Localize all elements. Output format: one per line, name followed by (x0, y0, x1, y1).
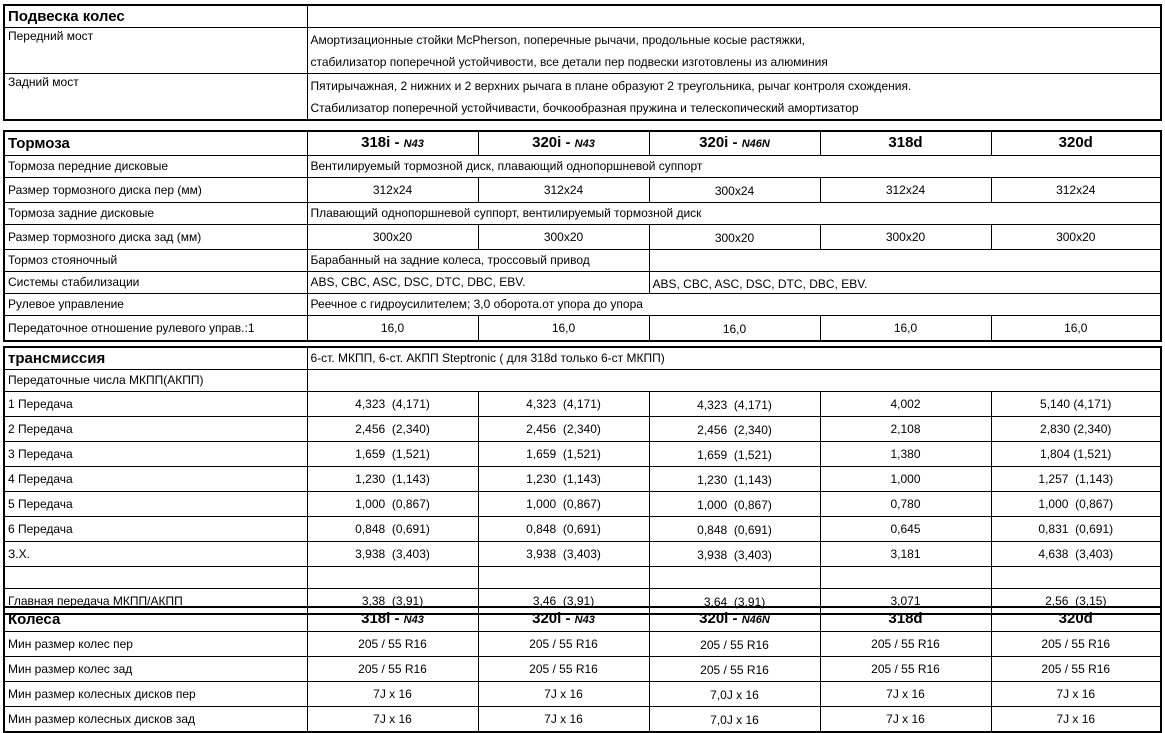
table-row (4, 632, 1161, 657)
value-cell: 205 / 55 R16 (307, 657, 478, 682)
text-line: Пятирычажная, 2 нижних и 2 верхних рычага в плане образуют 2 треугольника, рычаг контроля схождения. (310, 79, 912, 93)
value-cell: 1,000 (0,867) (478, 492, 649, 517)
empty-cell (991, 567, 1161, 589)
value-cell: 7J x 16 (991, 682, 1161, 707)
wheels-table (3, 606, 1162, 733)
text-line: Амортизационные стойки McPherson, поперечные рычачи, продольные косые растяжки, (310, 33, 805, 47)
value-cell: 4,638 (3,403) (991, 542, 1161, 567)
model-header (307, 607, 478, 632)
engine-code: N46N (741, 138, 770, 150)
value-cell: 2,830 (2,340) (991, 417, 1161, 442)
table-row (4, 517, 1161, 542)
suspension-header-row (4, 5, 1161, 28)
model-name: 320i (699, 134, 729, 151)
value-cell: 0,848 (0,691) (307, 517, 478, 542)
row-label: 4 Передача (4, 467, 307, 492)
suspension-table (3, 4, 1162, 121)
model-separator: - (561, 134, 575, 151)
value-cell: 7J x 16 (820, 707, 991, 733)
table-row (4, 74, 1161, 121)
value-cell: 1,000 (0,867) (991, 492, 1161, 517)
table-row (4, 370, 1161, 392)
table-row (4, 392, 1161, 417)
value-cell: 4,002 (820, 392, 991, 417)
row-label: Передаточное отношение рулевого управ.:1 (4, 316, 307, 342)
row-label: Системы стабилизации (4, 272, 307, 294)
table-row (4, 178, 1161, 203)
section-title: Подвеска колес (4, 5, 307, 28)
value-cell: 4,323 (4,171) (307, 392, 478, 417)
value-cell: 1,380 (820, 442, 991, 467)
row-value: Плавающий однопоршневой суппорт, вентилируемый тормозной диск (307, 203, 1161, 225)
row-value (649, 272, 1161, 294)
row-value: ABS, CBC, ASC, DSC, DTC, DBC, EBV. (307, 272, 649, 294)
model-header (307, 131, 478, 156)
model-name: 318i (361, 134, 391, 151)
value-cell: 1,659 (1,521) (307, 442, 478, 467)
value-cell: 1,000 (820, 467, 991, 492)
value-cell: 0,645 (820, 517, 991, 542)
model-name: 318i (361, 610, 391, 627)
model-separator: - (390, 610, 404, 627)
model-name: 320i (532, 610, 562, 627)
table-row (4, 203, 1161, 225)
model-header (478, 607, 649, 632)
row-label: З.Х. (4, 542, 307, 567)
row-label: Размер тормозного диска зад (мм) (4, 225, 307, 250)
row-label: Передаточные числа МКПП(АКПП) (4, 370, 307, 392)
row-label: Тормоза передние дисковые (4, 156, 307, 178)
value-cell: 4,323 (4,171) (478, 392, 649, 417)
row-value: Вентилируемый тормозной диск, плавающий однопоршневой суппорт (307, 156, 1161, 178)
value-cell: 205 / 55 R16 (991, 632, 1161, 657)
model-separator: - (728, 610, 742, 627)
transmission-table (3, 346, 1162, 615)
value-cell: 1,230 (1,143) (307, 467, 478, 492)
brakes-table (3, 130, 1162, 342)
value-cell: 7J x 16 (820, 682, 991, 707)
value-cell: 7J x 16 (307, 707, 478, 733)
table-row (4, 272, 1161, 294)
value-cell: 205 / 55 R16 (649, 657, 820, 682)
value-cell: 3,938 (3,403) (478, 542, 649, 567)
value-cell: 1,230 (1,143) (478, 467, 649, 492)
value-cell: 2,108 (820, 417, 991, 442)
value-cell: 0,780 (820, 492, 991, 517)
section-title: Тормоза (4, 131, 307, 156)
row-label: 2 Передача (4, 417, 307, 442)
value-cell: 2,456 (2,340) (307, 417, 478, 442)
value-cell: 300x20 (820, 225, 991, 250)
wheels-header-row (4, 607, 1161, 632)
brakes-header-row (4, 131, 1161, 156)
table-row (4, 542, 1161, 567)
row-label: Мин размер колесных дисков зад (4, 707, 307, 733)
model-header (991, 607, 1161, 632)
table-row (4, 442, 1161, 467)
table-row (4, 467, 1161, 492)
engine-code: N43 (574, 138, 595, 150)
value-cell: 2,456 (2,340) (649, 417, 820, 442)
table-row (4, 657, 1161, 682)
table-row (4, 417, 1161, 442)
row-value (307, 28, 1161, 74)
value-cell: 1,000 (0,867) (307, 492, 478, 517)
model-separator: - (728, 134, 742, 151)
text-line: стабилизатор поперечной устойчивости, все детали пер подвески изготовлены из алюминия (310, 55, 828, 69)
value-cell: 1,659 (1,521) (649, 442, 820, 467)
empty-cell (307, 567, 478, 589)
table-row (4, 707, 1161, 733)
value-cell: 16,0 (478, 316, 649, 342)
value-cell: 4,323 (4,171) (649, 392, 820, 417)
value-cell: 205 / 55 R16 (478, 632, 649, 657)
row-label: Мин размер колес пер (4, 632, 307, 657)
row-label: Передний мост (4, 28, 307, 74)
table-row (4, 492, 1161, 517)
model-header (649, 607, 820, 632)
section-title: Колеса (4, 607, 307, 632)
empty-row (4, 567, 1161, 589)
model-name: 320d (1058, 134, 1093, 151)
value-cell: 3,38 (3,91) (307, 589, 478, 615)
value-cell: 300x20 (649, 225, 820, 250)
model-header (478, 131, 649, 156)
value-cell: 1,230 (1,143) (649, 467, 820, 492)
value-cell: 3,46 (3,91) (478, 589, 649, 615)
value-cell: 312x24 (307, 178, 478, 203)
empty-cell (649, 250, 1161, 272)
value-cell: 3,181 (820, 542, 991, 567)
row-label: Главная передача МКПП/АКПП (4, 589, 307, 615)
stability-text: ABS, CBC, ASC, DSC, DTC, DBC, EBV. (652, 277, 868, 291)
value-cell: 3,64 (3,91) (649, 589, 820, 615)
row-label: Мин размер колесных дисков пер (4, 682, 307, 707)
empty-cell (478, 567, 649, 589)
engine-code: N43 (403, 614, 424, 626)
value-cell: 1,257 (1,143) (991, 467, 1161, 492)
engine-code: N43 (403, 138, 424, 150)
value-cell: 3,938 (3,403) (307, 542, 478, 567)
value-cell: 205 / 55 R16 (307, 632, 478, 657)
row-label: 3 Передача (4, 442, 307, 467)
value-cell: 312x24 (820, 178, 991, 203)
model-name: 320i (699, 610, 729, 627)
model-header (991, 131, 1161, 156)
row-label: Тормоз стояночный (4, 250, 307, 272)
value-cell: 205 / 55 R16 (991, 657, 1161, 682)
row-label: 6 Передача (4, 517, 307, 542)
model-name: 318d (888, 134, 923, 151)
empty-cell (4, 567, 307, 589)
value-cell: 7J x 16 (991, 707, 1161, 733)
value-cell: 0,848 (0,691) (649, 517, 820, 542)
value-cell: 300x20 (307, 225, 478, 250)
model-name: 320i (532, 134, 562, 151)
value-cell: 7,0J x 16 (649, 707, 820, 733)
table-row (4, 682, 1161, 707)
value-cell: 2,56 (3,15) (991, 589, 1161, 615)
row-value: Барабанный на задние колеса, троссовый привод (307, 250, 649, 272)
value-cell: 5,140 (4,171) (991, 392, 1161, 417)
table-row (4, 225, 1161, 250)
value-cell: 312x24 (478, 178, 649, 203)
table-row (4, 316, 1161, 342)
value-cell: 205 / 55 R16 (649, 632, 820, 657)
value-cell: 312x24 (991, 178, 1161, 203)
value-cell: 1,804 (1,521) (991, 442, 1161, 467)
empty-cell (649, 567, 820, 589)
text-line: Стабилизатор поперечной устойчивасти, бочкообразная пружина и телескопический амортизатор (310, 101, 859, 115)
model-separator: - (561, 610, 575, 627)
model-name: 320d (1058, 610, 1093, 627)
table-row (4, 294, 1161, 316)
value-cell: 3,071 (820, 589, 991, 615)
value-cell: 16,0 (649, 316, 820, 342)
row-label: Размер тормозного диска пер (мм) (4, 178, 307, 203)
row-value (307, 74, 1161, 121)
value-cell: 300x20 (991, 225, 1161, 250)
transmission-summary: 6-ст. МКПП, 6-ст. АКПП Steptronic ( для 318d только 6-ст МКПП) (307, 347, 1161, 370)
value-cell: 1,659 (1,521) (478, 442, 649, 467)
value-cell: 16,0 (307, 316, 478, 342)
row-label: Рулевое управление (4, 294, 307, 316)
value-cell: 16,0 (991, 316, 1161, 342)
row-label: Мин размер колес зад (4, 657, 307, 682)
value-cell: 1,000 (0,867) (649, 492, 820, 517)
model-separator: - (390, 134, 404, 151)
table-row (4, 156, 1161, 178)
row-label: Тормоза задние дисковые (4, 203, 307, 225)
row-label: 1 Передача (4, 392, 307, 417)
value-cell: 16,0 (820, 316, 991, 342)
model-name: 318d (888, 610, 923, 627)
value-cell: 205 / 55 R16 (820, 632, 991, 657)
transmission-header-row (4, 347, 1161, 370)
empty-cell (307, 5, 1161, 28)
model-header (820, 607, 991, 632)
value-cell: 7J x 16 (478, 707, 649, 733)
value-cell: 7,0J x 16 (649, 682, 820, 707)
value-cell: 0,831 (0,691) (991, 517, 1161, 542)
value-cell: 205 / 55 R16 (478, 657, 649, 682)
engine-code: N46N (741, 614, 770, 626)
engine-code: N43 (574, 614, 595, 626)
empty-cell (307, 370, 1161, 392)
value-cell: 0,848 (0,691) (478, 517, 649, 542)
value-cell: 7J x 16 (478, 682, 649, 707)
value-cell: 205 / 55 R16 (820, 657, 991, 682)
value-cell: 3,938 (3,403) (649, 542, 820, 567)
model-header (649, 131, 820, 156)
value-cell: 300x24 (649, 178, 820, 203)
value-cell: 7J x 16 (307, 682, 478, 707)
row-label: 5 Передача (4, 492, 307, 517)
row-value: Реечное с гидроусилителем; 3,0 оборота.от упора до упора (307, 294, 1161, 316)
model-header (820, 131, 991, 156)
empty-cell (820, 567, 991, 589)
section-title: трансмиссия (4, 347, 307, 370)
table-row (4, 28, 1161, 74)
value-cell: 300x20 (478, 225, 649, 250)
row-label: Задний мост (4, 74, 307, 121)
value-cell: 2,456 (2,340) (478, 417, 649, 442)
table-row (4, 250, 1161, 272)
